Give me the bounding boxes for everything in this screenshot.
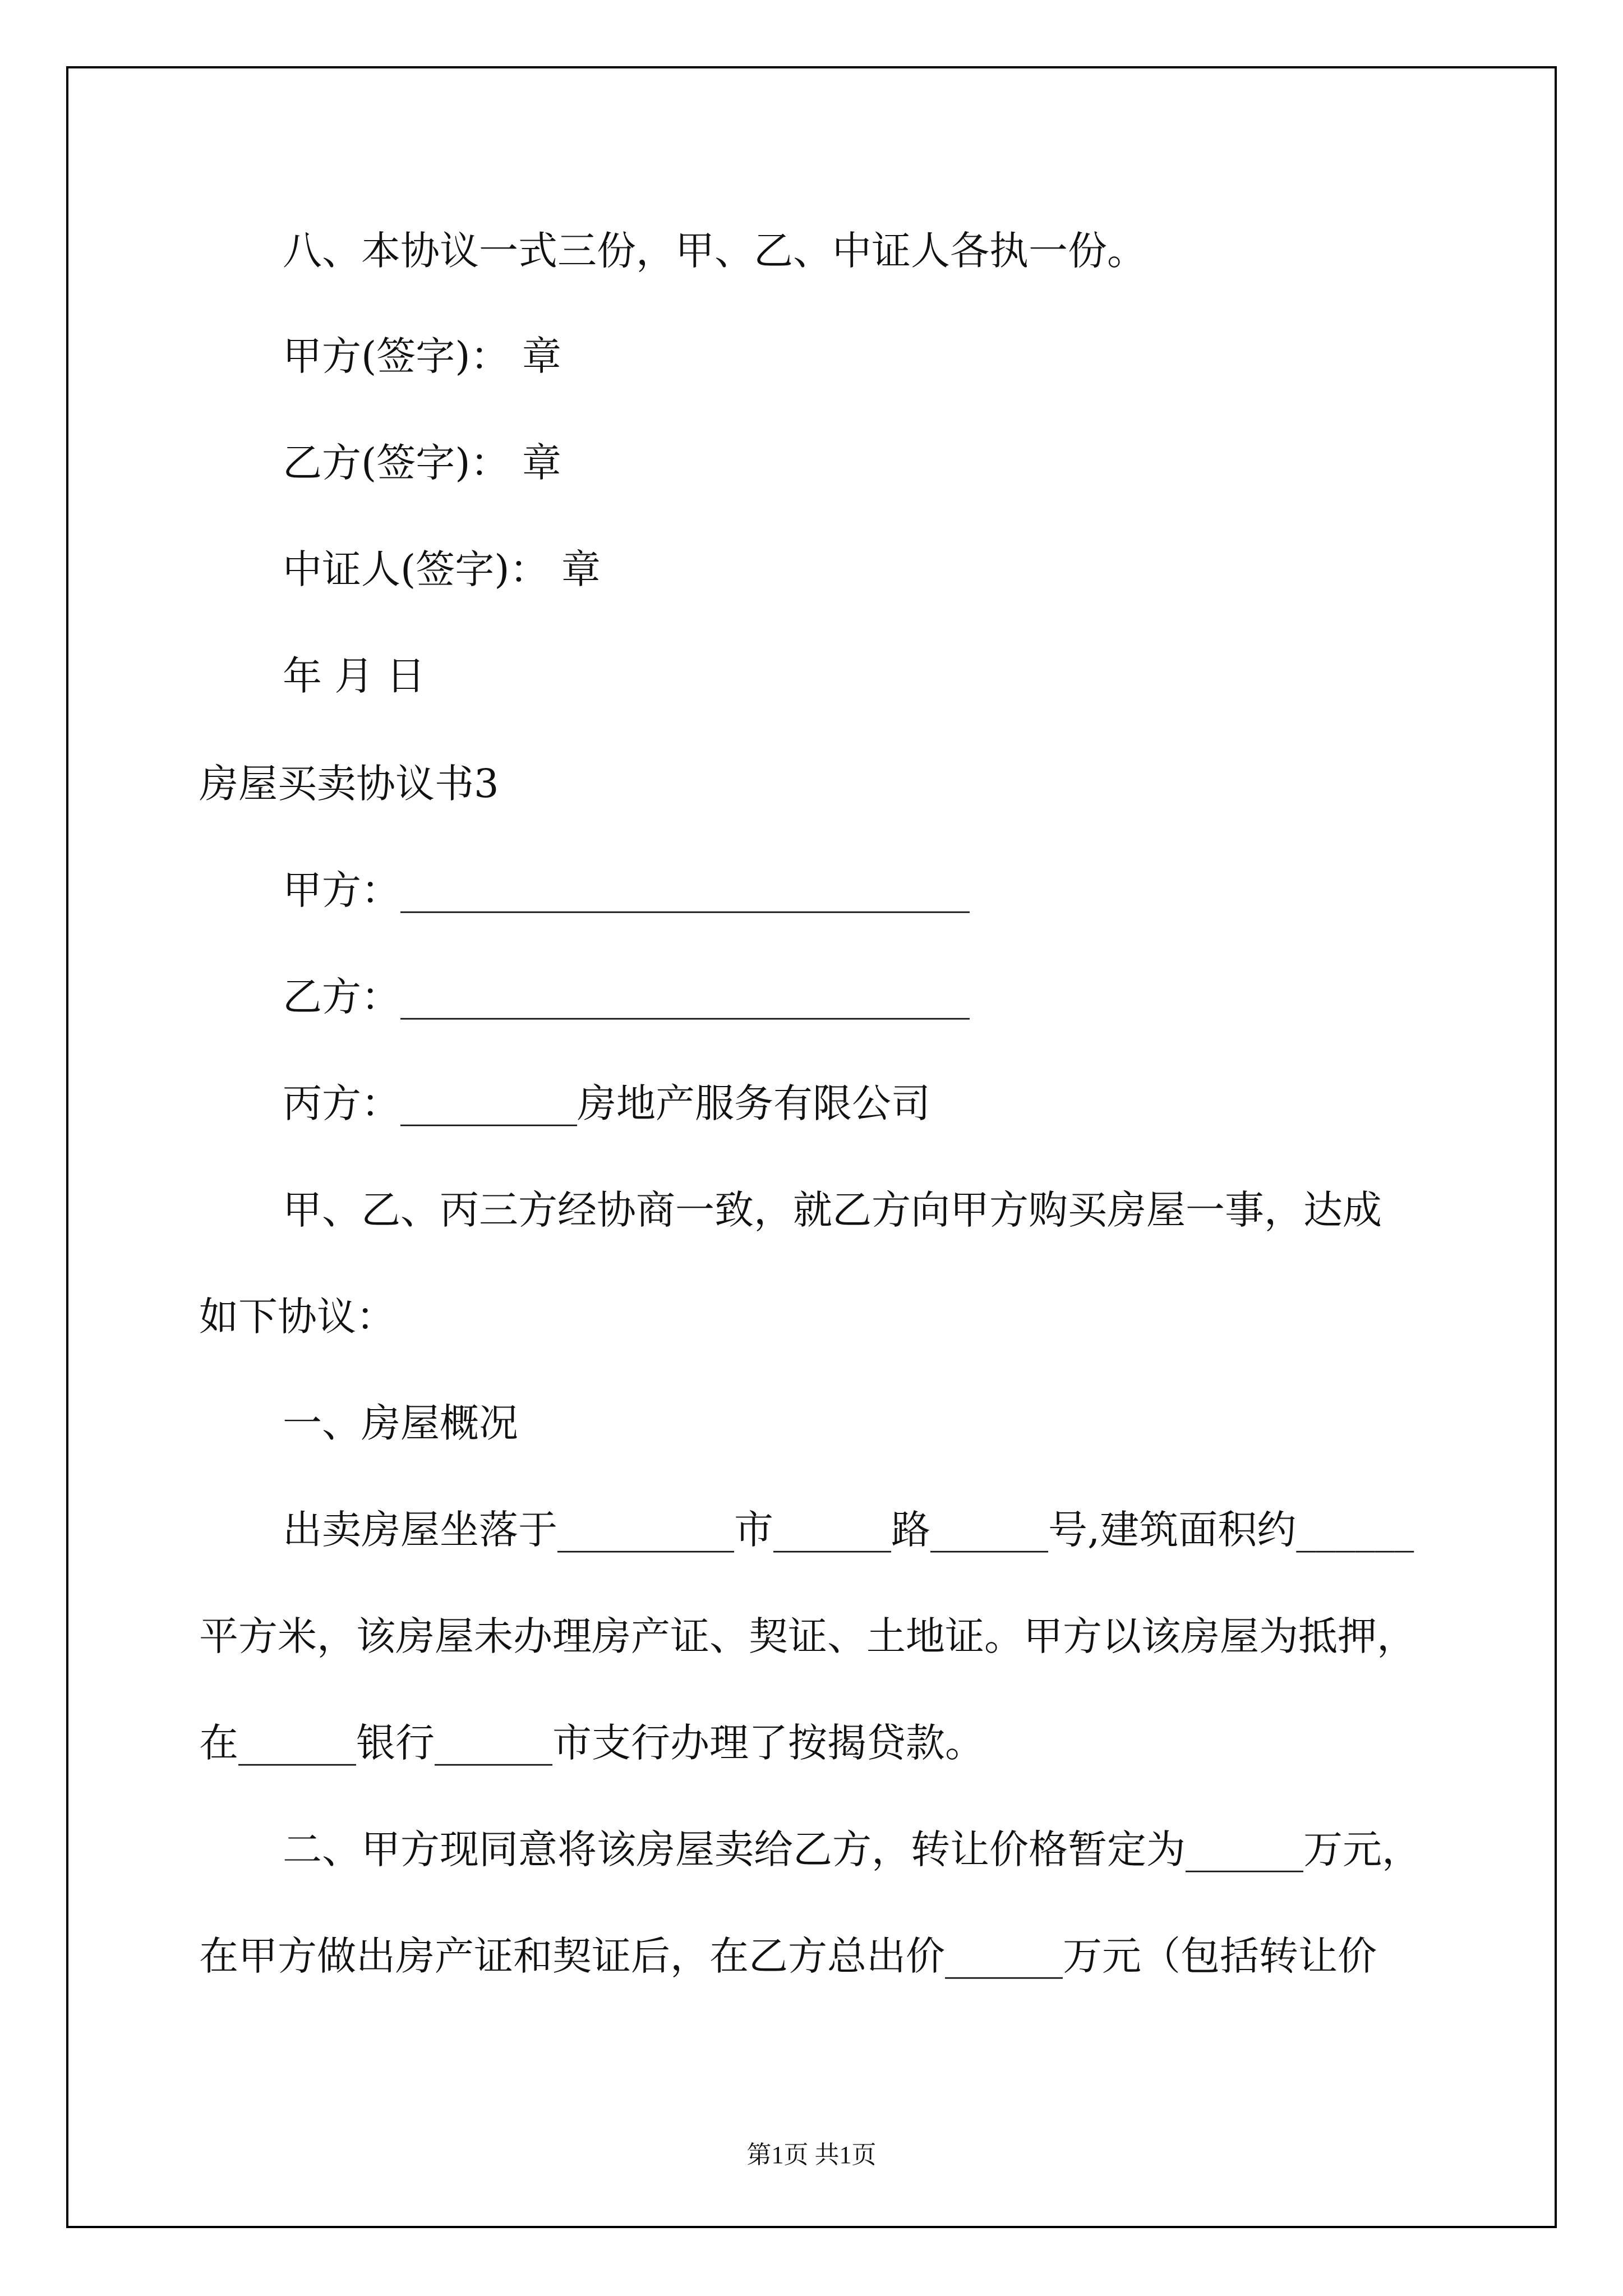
party-a-signature: 甲方(签字)： 章 — [283, 333, 561, 379]
section-title: 房屋买卖协议书3 — [199, 761, 499, 807]
clause-8: 八、本协议一式三份，甲、乙、中证人各执一份。 — [283, 228, 1146, 274]
party-c-line: 丙方：_________房地产服务有限公司 — [283, 1080, 930, 1126]
clause-1-line-1: 出卖房屋坐落于_________市______路______号,建筑面积约______ — [283, 1507, 1414, 1553]
party-b-line: 乙方：_____________________________ — [283, 974, 970, 1020]
page-border — [66, 66, 1557, 2228]
witness-signature: 中证人(签字)： 章 — [283, 546, 601, 592]
date-line: 年 月 日 — [283, 653, 426, 699]
clause-1-line-3: 在______银行______市支行办理了按揭贷款。 — [199, 1720, 984, 1766]
preamble-line-1: 甲、乙、丙三方经协商一致，就乙方向甲方购买房屋一事，达成 — [283, 1187, 1382, 1233]
party-b-signature: 乙方(签字)： 章 — [283, 440, 561, 486]
clause-1-line-2: 平方米，该房屋未办理房产证、契证、土地证。甲方以该房屋为抵押， — [199, 1613, 1416, 1659]
party-a-line: 甲方：_____________________________ — [283, 867, 970, 913]
clause-1-heading: 一、房屋概况 — [283, 1400, 518, 1446]
page-footer: 第1页 共1页 — [746, 2141, 877, 2169]
preamble-line-2: 如下协议： — [199, 1294, 395, 1340]
clause-2-line-1: 二、甲方现同意将该房屋卖给乙方，转让价格暂定为______万元， — [283, 1826, 1421, 1872]
clause-2-line-2: 在甲方做出房产证和契证后，在乙方总出价______万元（包括转让价 — [199, 1933, 1377, 1979]
